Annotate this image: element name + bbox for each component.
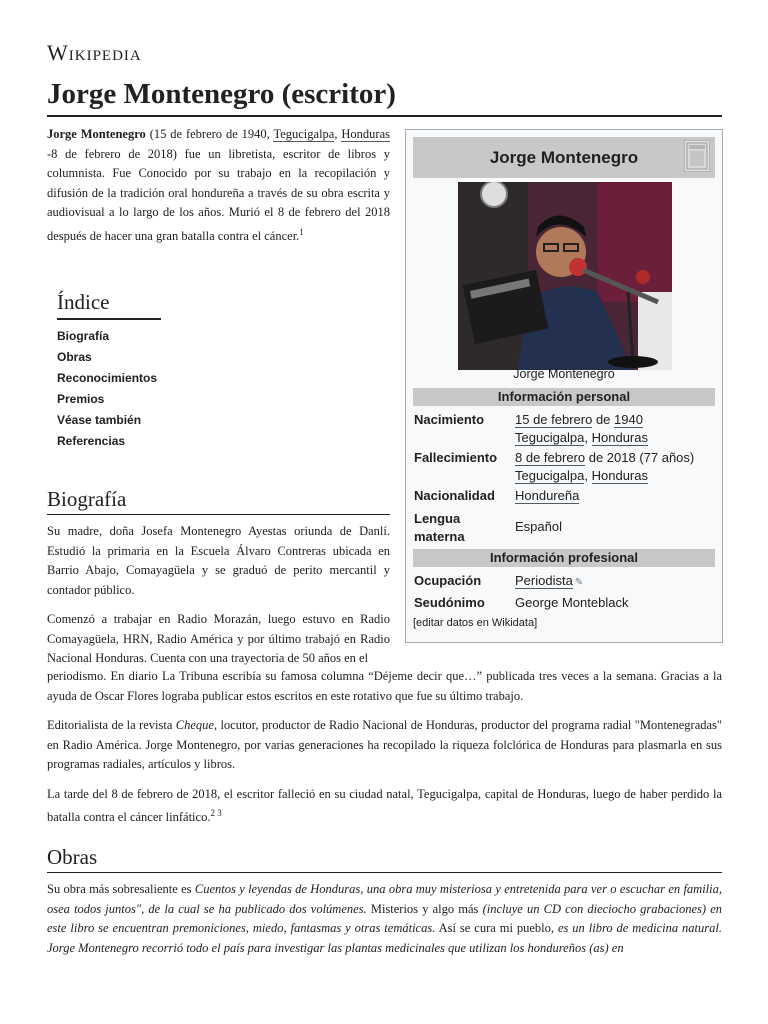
value-fallecimiento: [515, 449, 694, 485]
fal-rest: de 2018 (77 años): [585, 450, 695, 465]
obras-text-a: Su obra más sobresaliente es: [47, 882, 195, 896]
toc-item-obras[interactable]: Obras: [57, 350, 92, 364]
label-nacionalidad: Nacionalidad: [414, 488, 495, 503]
toc-item-reconocimientos[interactable]: Reconocimientos: [57, 371, 158, 385]
biografia-p2b: periodismo. En diario La Tribuna escribía su famosa columna “Déjeme decir que…” publicada tres veces a la semana. Gracias a la ayuda de Oscar Flores lograba publicar estos escritos en este rotativo que fue su último trabajo.: [47, 669, 722, 703]
time-magazine-icon: [684, 140, 710, 172]
value-ocupacion: [515, 572, 585, 590]
obras-text-b: Misterios y algo más: [366, 901, 483, 916]
infobox: [405, 129, 723, 643]
toc-item-premios[interactable]: Premios: [57, 392, 105, 406]
p3-text-b: , locutor, productor de Radio Nacional de Honduras, productor del programa radial "Montenegradas" en Radio América. Jorge Montenegro, por varias generaciones ha recopilado la riqueza folclórica de Honduras para plasmarla en sus programas radiales, artículos y libros.: [47, 718, 723, 771]
heading-biografia: Biografía: [47, 487, 390, 515]
link-nac-tegucigalpa[interactable]: Tegucigalpa: [515, 430, 585, 445]
label-ocupacion: Ocupación: [414, 573, 482, 588]
ref-2-3[interactable]: 2 3: [210, 808, 222, 818]
biografia-block-wide: [47, 667, 722, 828]
p3-text-a: Editorialista de la revista: [47, 718, 176, 732]
toc-heading: Índice: [57, 290, 161, 320]
lengua-label-2: materna: [414, 529, 465, 544]
link-1940[interactable]: 1940: [614, 412, 643, 427]
page-title: Jorge Montenegro (escritor): [47, 78, 722, 117]
ref-1[interactable]: 1: [299, 226, 304, 237]
biografia-block-narrow: [47, 522, 390, 669]
subject-name: Jorge Montenegro: [47, 127, 146, 141]
section-profesional: Información profesional: [413, 549, 715, 567]
link-fal-tegucigalpa[interactable]: Tegucigalpa: [515, 468, 585, 483]
obras-italic-2: (incluye un CD con dieciocho grabaciones) en este libro se encuentran premoniciones, miedo, fantasmas y otras temáticas.: [47, 901, 723, 935]
link-fal-honduras[interactable]: Honduras: [591, 468, 648, 483]
infobox-name: Jorge Montenegro: [489, 148, 639, 167]
portrait-caption: Jorge Montenegro: [513, 367, 615, 381]
label-nacimiento: Nacimiento: [414, 412, 485, 427]
obras-p1: [47, 880, 722, 958]
biografia-p4: [47, 785, 722, 828]
link-tegucigalpa[interactable]: Tegucigalpa: [273, 127, 335, 141]
value-seudonimo: George Monteblack: [515, 595, 629, 610]
nac-comma: ,: [584, 430, 592, 445]
lead-text-1: (15 de febrero de 1940,: [145, 127, 274, 141]
lengua-label-1: Lengua: [414, 511, 461, 526]
section-personal: Información personal: [413, 388, 715, 406]
lead-paragraph: [47, 125, 390, 246]
obras-text-c: Así se cura mi pueblo,: [435, 921, 558, 935]
obras-italic-1: Cuentos y leyendas de Honduras, una obra muy misteriosa y entretenida para ver o escuchar en familia, osea todos juntos", de la cual se ha publicado dos volúmenes.: [47, 882, 722, 916]
value-nacimiento: [515, 411, 648, 447]
heading-obras: Obras: [47, 845, 722, 873]
label-seudonimo: Seudónimo: [414, 595, 485, 610]
table-of-contents: [57, 290, 161, 452]
edit-wikidata-link[interactable]: [editar datos en Wikidata]: [413, 617, 538, 629]
p3-italic: Cheque: [175, 718, 214, 732]
link-8-febrero[interactable]: 8 de febrero: [515, 450, 586, 465]
toc-item-biografia[interactable]: Biografía: [57, 329, 110, 343]
portrait-photo[interactable]: [458, 182, 672, 370]
biografia-p3: [47, 716, 722, 775]
nac-de: de: [592, 412, 615, 427]
label-fallecimiento: Fallecimiento: [414, 450, 498, 465]
link-hondurena[interactable]: Hondureña: [515, 488, 580, 503]
fal-comma: ,: [584, 468, 592, 483]
link-periodista[interactable]: Periodista: [515, 573, 573, 588]
link-15-febrero[interactable]: 15 de febrero: [515, 412, 593, 427]
biografia-p2a: Comenzó a trabajar en Radio Morazán, luego estuvo en Radio Comayagüela, HRN, Radio América y por último trabajó en Radio Nacional Honduras. Cuenta con una trayectoria de 50 años en el: [47, 612, 390, 665]
pencil-icon[interactable]: ✎: [574, 577, 584, 588]
label-lengua-materna: [414, 510, 465, 546]
wikipedia-logo[interactable]: Wikipedia: [47, 40, 142, 65]
link-honduras[interactable]: Honduras: [341, 127, 390, 141]
value-lengua: Español: [515, 519, 562, 534]
lead-comma: ,: [334, 127, 342, 141]
value-nacionalidad: [515, 487, 579, 505]
toc-item-referencias[interactable]: Referencias: [57, 434, 126, 448]
lead-text-rest: -8 de febrero de 2018) fue un libretista, escritor de libros y columnista. Fue Conocido por su trabajo en la recopilación y difusión de la tradición oral hondureña a través de su obra escrita y audiovisual a lo largo de los años. Murió el 8 de febrero del 2018 después de hacer una gran batalla contra el cáncer.: [47, 146, 390, 243]
infobox-title: [413, 137, 715, 178]
biografia-p1: Su madre, doña Josefa Montenegro Ayestas oriunda de Danlí. Estudió la primaria en la Escuela Álvaro Contreras ubicada en Barrio Abajo, Comayagüela y se graduó de perito mercantil y contador público.: [47, 524, 390, 597]
link-nac-honduras[interactable]: Honduras: [591, 430, 648, 445]
p4-text: La tarde del 8 de febrero de 2018, el escritor falleció en su ciudad natal, Tegucigalpa, capital de Honduras, luego de haber perdido la batalla contra el cáncer linfático.: [47, 786, 722, 825]
toc-item-vease-tambien[interactable]: Véase también: [57, 413, 142, 427]
obras-italic-3: es un libro de medicina natural. Jorge Montenegro recorrió todo el país para investigar las plantas medicinales que utilizan los hondureños (as) en: [47, 921, 722, 955]
